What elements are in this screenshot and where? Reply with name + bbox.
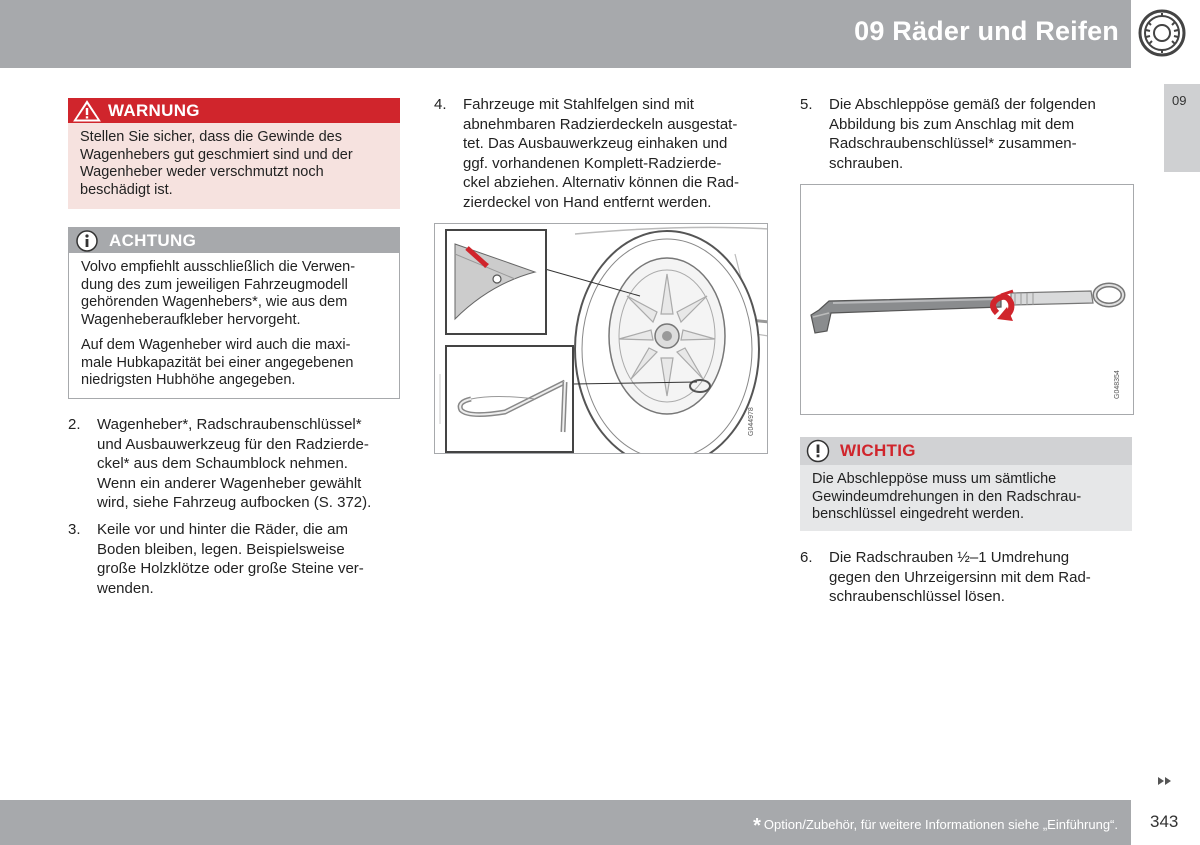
hubcap-illustration <box>435 224 768 454</box>
caution-text <box>69 253 399 398</box>
figure-code: G044978 <box>748 407 755 436</box>
chapter-tab[interactable] <box>1164 84 1200 172</box>
towing-eye-figure <box>800 184 1134 415</box>
step-4 <box>434 95 769 215</box>
caution-line: Auf dem Wagenheber wird auch die maxi- <box>81 337 351 353</box>
step-line: Fahrzeuge mit Stahlfelgen sind mit <box>463 96 694 113</box>
exclamation-circle-icon <box>805 439 831 463</box>
warning-header <box>68 98 400 123</box>
step-line: ggf. vorhandenen Komplett-Radzierde- <box>463 154 722 172</box>
footnote-text: Option/Zubehör, für weitere Informationen siehe „Einführung“. <box>763 817 1118 832</box>
step-number: 2. <box>68 416 81 433</box>
important-label: WICHTIG <box>840 441 916 460</box>
step-2 <box>68 415 400 515</box>
warning-label: WARNUNG <box>108 101 200 120</box>
step-text <box>97 415 371 513</box>
step-line: Die Radschrauben ½–1 Umdrehung <box>829 549 1070 566</box>
info-icon <box>74 230 100 252</box>
step-text <box>829 548 1091 607</box>
header-icon-box <box>1131 0 1200 68</box>
caution-header <box>69 228 399 253</box>
step-line: gegen den Uhrzeigersinn mit dem Rad- <box>829 568 1091 586</box>
important-line: benschlüssel eingedreht werden. <box>812 506 1024 522</box>
step-6 <box>800 548 1135 610</box>
warning-box <box>68 98 400 209</box>
page-footer <box>0 800 1131 845</box>
warning-line: Wagenheber weder verschmutzt noch <box>80 164 324 180</box>
caution-line: dung des zum jeweiligen Fahrzeugmodell <box>81 276 348 293</box>
caution-box <box>68 227 400 399</box>
step-line: Wagenheber*, Radschraubenschlüssel* <box>97 416 362 433</box>
step-text <box>463 95 739 212</box>
caution-line: gehörenden Wagenhebers*, wie aus dem <box>81 294 348 310</box>
step-line: wenden. <box>97 579 154 597</box>
step-line: wird, siehe Fahrzeug aufbocken (S. 372). <box>97 494 372 511</box>
caution-line: Volvo empfiehlt ausschließlich die Verwen- <box>81 259 356 275</box>
caution-line: male Hubkapazität bei einer angegebenen <box>81 354 354 371</box>
step-5 <box>800 95 1135 177</box>
step-number: 5. <box>800 96 813 113</box>
step-line: schraubenschlüssel lösen. <box>829 588 1005 605</box>
double-arrow-right-icon[interactable] <box>1157 775 1173 787</box>
step-line: tet. Das Ausbauwerkzeug einhaken und <box>463 135 728 152</box>
warning-line: beschädigt ist. <box>80 181 173 198</box>
step-text <box>97 520 364 598</box>
caution-paragraph-1 <box>81 259 387 329</box>
step-line: Abbildung bis zum Anschlag mit dem <box>829 115 1075 133</box>
chapter-tab-label: 09 <box>1172 93 1187 108</box>
step-line: Wenn ein anderer Wagenheber gewählt <box>97 474 362 492</box>
step-line: schrauben. <box>829 154 904 172</box>
step-line: zierdeckel von Hand entfernt werden. <box>463 193 712 211</box>
caution-paragraph-2 <box>81 337 387 390</box>
footer-note <box>753 815 1118 838</box>
step-line: abnehmbaren Radzierdeckeln ausgestat- <box>463 115 738 133</box>
important-line: Gewindeumdrehungen in den Radschrau- <box>812 488 1082 505</box>
caution-line: Wagenheberaufkleber hervorgeht. <box>81 311 301 328</box>
caution-line: niedrigsten Hubhöhe angegeben. <box>81 372 296 388</box>
warning-triangle-icon <box>73 100 101 122</box>
important-box <box>800 437 1132 531</box>
page-number: 343 <box>1150 812 1179 831</box>
step-number: 6. <box>800 549 813 566</box>
footnote-star: * <box>753 815 761 837</box>
chapter-title: 09 Räder und Reifen <box>854 16 1119 46</box>
warning-text <box>68 123 400 209</box>
warning-line: Stellen Sie sicher, dass die Gewinde des <box>80 129 342 145</box>
step-3 <box>68 520 400 600</box>
step-line: Die Abschleppöse gemäß der folgenden <box>829 96 1096 113</box>
step-line: und Ausbauwerkzeug für den Radzierde- <box>97 435 369 453</box>
important-line: Die Abschleppöse muss um sämtliche <box>812 471 1057 487</box>
figure-code: G048354 <box>1114 370 1121 399</box>
hubcap-figure <box>434 223 768 454</box>
step-line: Boden bleiben, legen. Beispielsweise <box>97 540 345 558</box>
step-line: große Holzklötze oder große Steine ver- <box>97 560 364 577</box>
caution-label: ACHTUNG <box>109 231 197 250</box>
step-line: Radschraubenschlüssel* zusammen- <box>829 135 1077 152</box>
step-number: 4. <box>434 96 447 113</box>
tire-icon <box>1131 0 1200 68</box>
towing-eye-illustration <box>801 185 1134 415</box>
step-text <box>829 95 1096 173</box>
step-line: Keile vor und hinter die Räder, die am <box>97 521 348 538</box>
page-header <box>0 0 1131 68</box>
step-number: 3. <box>68 521 81 538</box>
important-header <box>800 437 1132 465</box>
step-line: ckel abziehen. Alternativ können die Rad- <box>463 174 740 191</box>
step-line: ckel* aus dem Schaumblock nehmen. <box>97 455 348 472</box>
warning-line: Wagenhebers gut geschmiert sind und der <box>80 146 353 163</box>
important-text <box>800 465 1132 531</box>
